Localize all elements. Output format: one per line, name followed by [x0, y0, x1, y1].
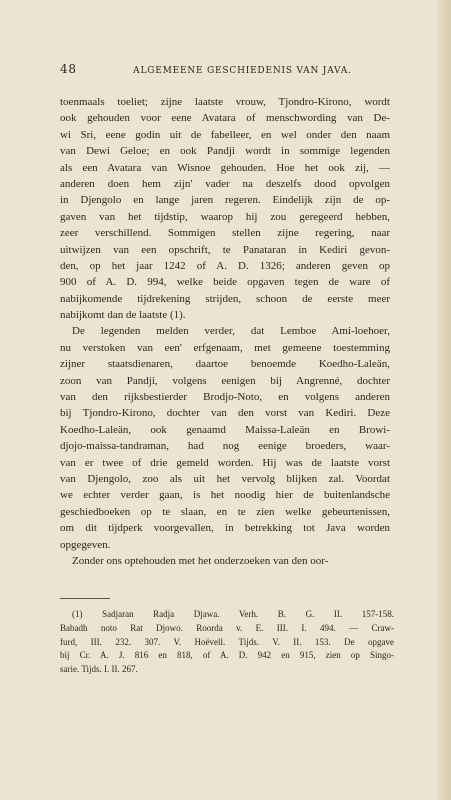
page-header — [60, 62, 390, 76]
text-line: nu verstoken van een' erfgenaam, met gemeene toestemming — [60, 341, 390, 354]
text-line: als een Avatara van Wisnoe gehouden. Hoe het ook zij, — — [60, 161, 390, 174]
text-line: in Djengolo en lange jaren regeren. Eindelijk zijn de op- — [60, 194, 390, 207]
text-line: van er twee of drie gemeld worden. Hij was de laatste vorst — [60, 456, 390, 469]
running-title: ALGEMEENE GESCHIEDENIS VAN JAVA. — [133, 66, 352, 76]
text-line: nabijkomt dan de laatste (1). — [60, 309, 186, 322]
text-line: den, op het jaar 1242 of A. D. 1326; anderen geven op — [60, 259, 390, 272]
text-line: De legenden melden verder, dat Lemboe Ami-loehoer, — [72, 325, 390, 338]
text-line: zoon van Pandji, volgens eenigen bij Angrenné, dochter — [60, 374, 390, 387]
footnote-line: (1) Sadjaran Radja Djawa. Verh. B. G. II. 157-158. — [72, 609, 394, 619]
text-line: van Dewi Geloe; en ook Pandji wordt in sommige legenden — [60, 145, 390, 158]
text-line: ook gehouden voor eene Avatara of menschwording van De- — [60, 112, 390, 125]
text-line: Koedho-Laleän, ook genaamd Maissa-Laleän en Browi- — [60, 423, 390, 436]
text-line: uitwijzen van een opschrift, te Panataran in Kediri gevon- — [60, 243, 390, 256]
text-line: 900 of A. D. 994, welke beide opgaven tegen de ware of — [60, 276, 390, 289]
text-line: geschiedboeken op te slaan, en te zien welke gebeurtenissen, — [60, 505, 390, 518]
text-line: Zonder ons optehouden met het onderzoeken van den oor- — [72, 554, 329, 567]
footnotes — [60, 608, 394, 677]
footnote-line: sarie. Tijds. I. II. 267. — [60, 664, 138, 675]
text-line: anderen doen hem zijn' vader na deszelfs dood opvolgen — [60, 177, 390, 190]
text-line: we echter verder gaan, is het noodig hier de buitenlandsche — [60, 489, 390, 502]
page-number: 48 — [60, 62, 77, 76]
text-line: wi Sri, eene godin uit de fabelleer, en wel onder den naam — [60, 128, 390, 141]
text-line: toenmaals toeliet; zijne laatste vrouw, Tjondro-Kirono, wordt — [60, 96, 390, 108]
page-edge — [437, 0, 451, 800]
body-text — [60, 94, 390, 569]
footnote-line: furd, III. 232. 307. V. Hoëvell. Tijds. V. II. 153. De opgave — [60, 636, 394, 647]
text-line: zeer verschillend. Sommigen stellen zijne regering, naar — [60, 227, 390, 240]
text-line: bij Tjondro-Kirono, dochter van den vorst van Kediri. Deze — [60, 407, 390, 420]
text-line: gaven van het tijdstip, waarop hij zou geregeerd hebben, — [60, 210, 390, 223]
text-line: djojo-maissa-tandraman, had nog eenige broeders, waar- — [60, 440, 390, 453]
text-line: van den rijksbestierder Brodjo-Noto, en volgens anderen — [60, 391, 390, 404]
text-line: om dit tijdperk voorgevallen, in betrekking tot Java worden — [60, 522, 390, 535]
text-line: opgegeven. — [60, 538, 111, 551]
footnote-line: bij Cr. A. J. 816 en 818, of A. D. 942 en 915, zien op Singo- — [60, 650, 394, 661]
text-line: nabijkomende tijdrekening strijden, schoon de eerste meer — [60, 292, 390, 305]
text-line: van Djengolo, zoo als uit het vervolg blijken zal. Voordat — [60, 472, 390, 485]
footnote-line: Babadh noto Rat Djowo. Roorda v. E. III. I. 494. — Craw- — [60, 622, 394, 633]
footnote-separator — [60, 598, 110, 599]
text-line: zijner staatsdienaren, daartoe benoemde Koedho-Laleän, — [60, 358, 390, 371]
